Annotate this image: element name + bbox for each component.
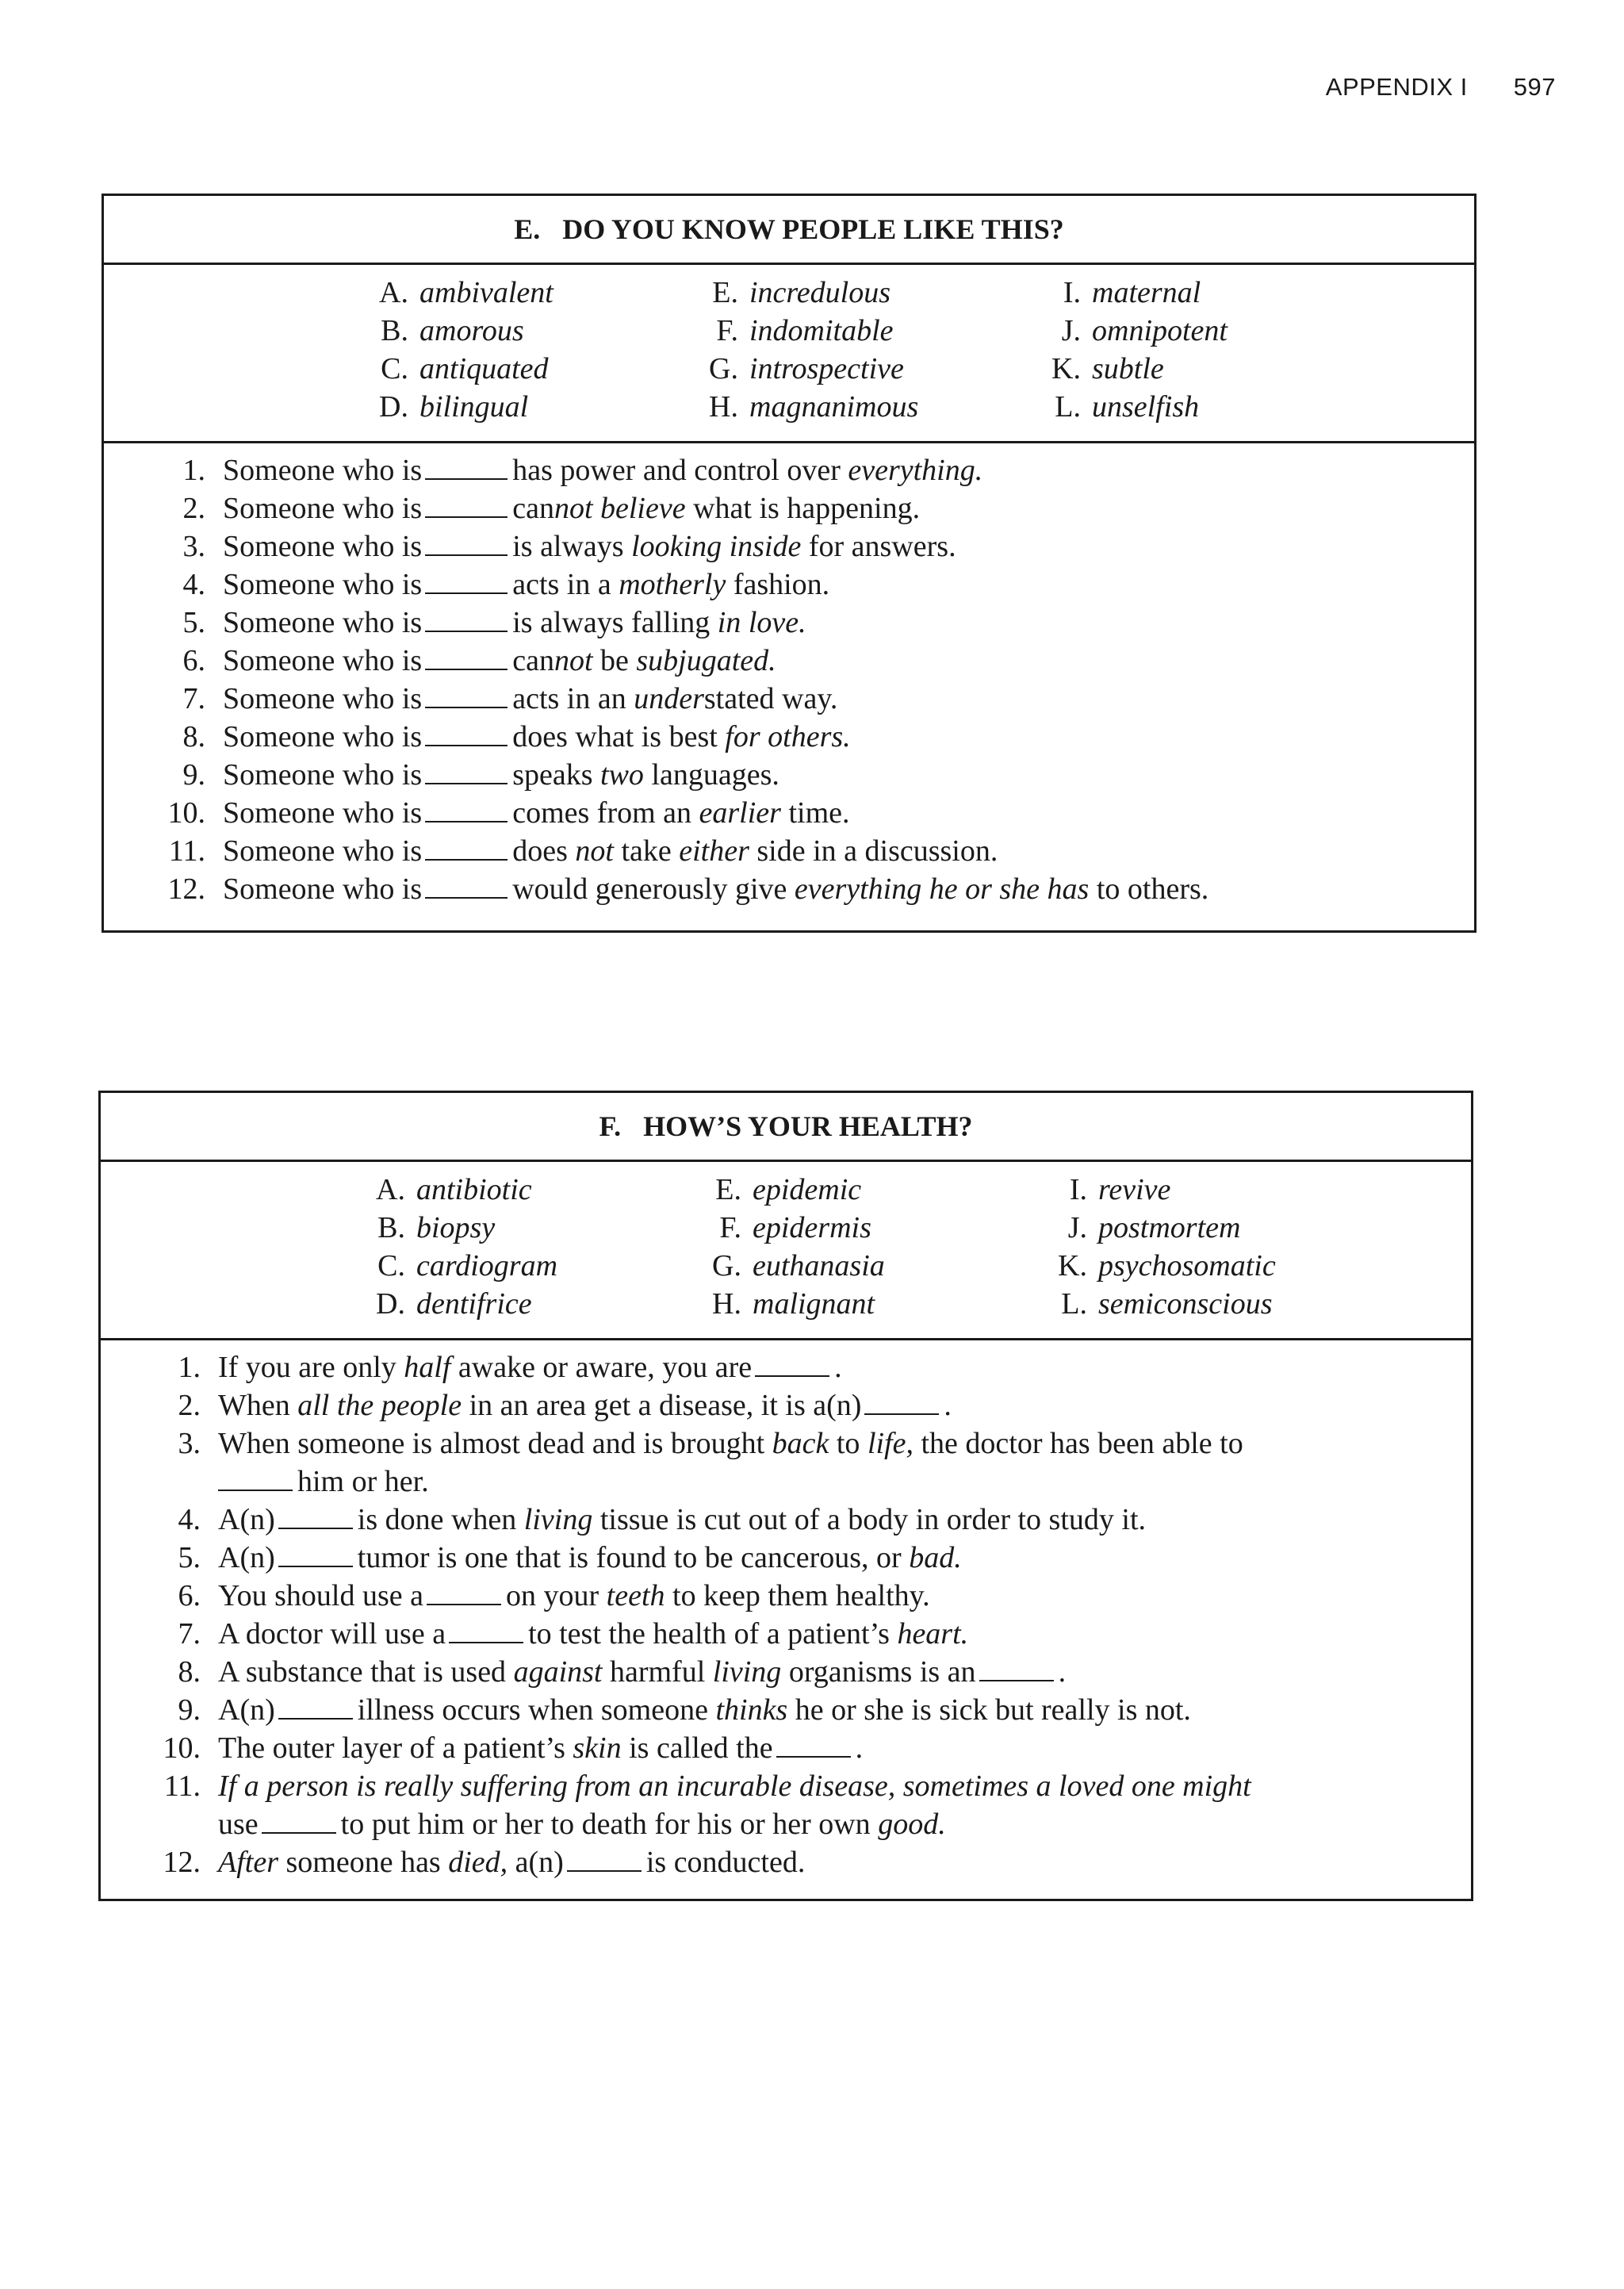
option: E. epidemic xyxy=(715,1173,862,1206)
answer-blank xyxy=(425,796,508,822)
answer-blank xyxy=(425,491,508,518)
section-f-options xyxy=(101,1162,1471,1340)
answer-blank xyxy=(278,1540,353,1567)
answer-blank xyxy=(425,453,508,480)
answer-blank xyxy=(425,757,508,784)
question: 7. Someone who is acts in an understated way. xyxy=(182,682,838,715)
question: 2. When all the people in an area get a disease, it is a(n) . xyxy=(178,1389,952,1422)
answer-blank xyxy=(425,567,508,594)
option: G. euthanasia xyxy=(712,1249,885,1283)
answer-blank xyxy=(755,1350,829,1377)
question: 1. If you are only half awake or aware, you are . xyxy=(178,1351,842,1384)
answer-blank xyxy=(262,1807,336,1834)
question: 10. The outer layer of a patient’s skin is called the . xyxy=(163,1731,864,1765)
answer-blank xyxy=(864,1388,939,1415)
answer-blank xyxy=(776,1731,851,1758)
question: 11. Someone who is does not take either side in a discussion. xyxy=(168,834,998,868)
option: L. unselfish xyxy=(1055,390,1200,424)
option: E. incredulous xyxy=(712,276,891,309)
question: 6. Someone who is cannot be subjugated. xyxy=(182,644,776,677)
section-f-box xyxy=(98,1091,1473,1901)
option: H. magnanimous xyxy=(709,390,919,424)
option: A. antibiotic xyxy=(376,1173,532,1206)
option: A. ambivalent xyxy=(379,276,553,309)
option: K. subtle xyxy=(1051,352,1164,385)
answer-blank xyxy=(425,605,508,632)
answer-blank xyxy=(427,1578,501,1605)
question: 5. A(n) tumor is one that is found to be cancerous, or bad. xyxy=(178,1541,962,1574)
page-header xyxy=(1326,73,1556,102)
question: 4. Someone who is acts in a motherly fashion. xyxy=(182,568,830,601)
answer-blank xyxy=(979,1654,1054,1681)
answer-blank xyxy=(449,1616,523,1643)
option: F. epidermis xyxy=(719,1211,871,1244)
answer-blank xyxy=(567,1845,642,1872)
answer-blank xyxy=(425,643,508,670)
question-continuation: him or her. xyxy=(218,1463,429,1501)
question: 10. Someone who is comes from an earlier time. xyxy=(167,796,850,830)
option: B. amorous xyxy=(381,314,524,347)
question: 12. After someone has died, a(n) is conducted. xyxy=(163,1846,806,1879)
option: D. bilingual xyxy=(379,390,529,424)
appendix-label: APPENDIX I xyxy=(1325,73,1468,101)
question: 8. Someone who is does what is best for others. xyxy=(182,720,851,753)
answer-blank xyxy=(425,872,508,899)
option: L. semiconscious xyxy=(1061,1287,1273,1321)
question: 12. Someone who is would generously give everything he or she has to others. xyxy=(167,872,1209,906)
option: B. biopsy xyxy=(377,1211,496,1244)
question: 2. Someone who is cannot believe what is happening. xyxy=(182,492,921,525)
question: 3. Someone who is is always looking inside for answers. xyxy=(182,530,956,563)
answer-blank xyxy=(218,1464,293,1491)
section-f-title: F. HOW’S YOUR HEALTH? xyxy=(101,1093,1471,1162)
section-e-title: E. DO YOU KNOW PEOPLE LIKE THIS? xyxy=(104,196,1474,265)
section-e-options xyxy=(104,265,1474,443)
question: 9. Someone who is speaks two languages. xyxy=(182,758,779,792)
question: 8. A substance that is used against harmful living organisms is an . xyxy=(178,1655,1067,1689)
question: 1. Someone who is has power and control over everything. xyxy=(182,454,983,487)
option: I. maternal xyxy=(1063,276,1201,309)
option: H. malignant xyxy=(712,1287,875,1321)
option: J. postmortem xyxy=(1067,1211,1241,1244)
section-e-box xyxy=(102,194,1477,933)
answer-blank xyxy=(425,719,508,746)
question: 5. Someone who is is always falling in love. xyxy=(182,606,806,639)
page-number: 597 xyxy=(1513,73,1556,101)
option: D. dentifrice xyxy=(376,1287,532,1321)
option: K. psychosomatic xyxy=(1058,1249,1276,1283)
answer-blank xyxy=(278,1693,353,1720)
option: I. revive xyxy=(1069,1173,1171,1206)
question: 4. A(n) is done when living tissue is cut out of a body in order to study it. xyxy=(178,1503,1146,1536)
option: C. cardiogram xyxy=(377,1249,558,1283)
option: G. introspective xyxy=(709,352,904,385)
question: 9. A(n) illness occurs when someone thinks he or she is sick but really is not. xyxy=(178,1693,1191,1727)
answer-blank xyxy=(425,681,508,708)
question: 7. A doctor will use a to test the health of a patient’s heart. xyxy=(178,1617,969,1651)
option: F. indomitable xyxy=(716,314,894,347)
option: J. omnipotent xyxy=(1061,314,1228,347)
question: 3. When someone is almost dead and is brought back to life, the doctor has been able to xyxy=(178,1427,1243,1460)
option: C. antiquated xyxy=(381,352,549,385)
question-continuation: use to put him or her to death for his or her own good. xyxy=(218,1808,946,1841)
question: 11. If a person is really suffering from an incurable disease, sometimes a loved one might xyxy=(163,1769,1251,1803)
answer-blank xyxy=(278,1502,353,1529)
question: 6. You should use a on your teeth to keep them healthy. xyxy=(178,1579,930,1612)
answer-blank xyxy=(425,834,508,861)
answer-blank xyxy=(425,529,508,556)
